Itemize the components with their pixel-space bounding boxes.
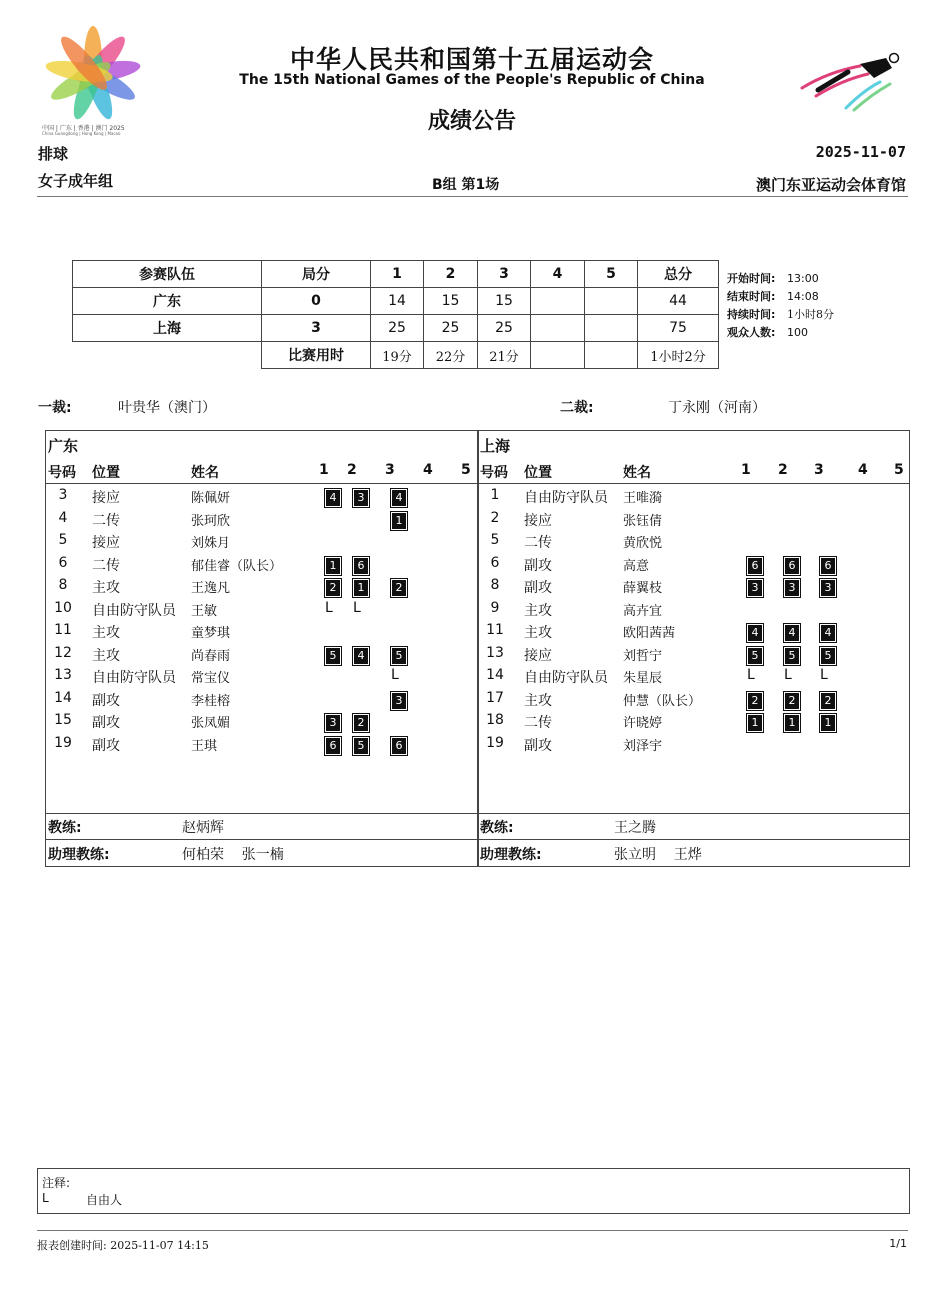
rotation-badge: 3 <box>784 579 800 597</box>
player-position: 接应 <box>524 647 552 664</box>
player-row <box>478 555 909 577</box>
player-position: 主攻 <box>92 580 120 596</box>
rotation-badge: 4 <box>784 624 800 642</box>
player-name: 刘姝月 <box>191 536 231 551</box>
match-info <box>727 270 834 342</box>
player-name: 尚春雨 <box>191 648 231 664</box>
player-name: 高卉宜 <box>623 603 663 619</box>
player-position: 主攻 <box>92 625 120 641</box>
player-position: 自由防守队员 <box>92 670 176 686</box>
match-date: 2025-11-07 <box>815 143 906 161</box>
set-duration: 21分 <box>478 342 531 369</box>
created-time: 2025-11-07 14:15 <box>110 1239 209 1252</box>
coach-name: 王之腾 <box>614 820 656 836</box>
player-position: 副攻 <box>92 715 120 731</box>
assistant-row-shanghai <box>477 840 910 867</box>
set-duration <box>531 342 585 369</box>
player-position: 接应 <box>524 512 552 529</box>
player-name: 高意 <box>623 558 650 574</box>
rotation-badge: 1 <box>353 579 369 597</box>
rotation-badge: 2 <box>747 692 763 710</box>
rotation-badge: 4 <box>353 647 369 665</box>
player-name: 刘哲宁 <box>623 648 663 664</box>
created-label: 报表创建时间: <box>37 1239 107 1252</box>
player-position: 二传 <box>92 512 120 529</box>
player-number: 9 <box>490 599 500 616</box>
player-position: 接应 <box>92 535 120 551</box>
player-position: 接应 <box>92 490 120 506</box>
games-title-en: The 15th National Games of the People's Republic of China <box>239 72 705 88</box>
sets-won: 3 <box>262 315 371 342</box>
rotation-badge: 5 <box>391 647 407 665</box>
player-number: 19 <box>486 734 504 751</box>
header-set-4: 4 <box>531 261 585 288</box>
player-name: 常宝仪 <box>191 671 231 686</box>
assistant-label: 助理教练: <box>480 847 542 863</box>
first-referee-label: 一裁: <box>38 400 72 416</box>
rotation-badge: 1 <box>325 557 341 575</box>
col-header-pos: 位置 <box>524 465 552 481</box>
player-row <box>478 577 909 599</box>
header-set-1: 1 <box>371 261 424 288</box>
player-name: 刘泽宇 <box>623 738 663 754</box>
rotation-badge: 6 <box>820 557 836 575</box>
coach-name: 赵炳辉 <box>182 820 224 836</box>
rotation-badge: 2 <box>820 692 836 710</box>
rotation-badge: 5 <box>820 647 836 665</box>
player-number: 6 <box>58 554 68 571</box>
coach-row-shanghai <box>477 813 910 840</box>
assistant-names: 何柏荣 张一楠 <box>182 847 284 863</box>
player-row <box>46 712 478 734</box>
player-row <box>478 667 909 689</box>
col-header-set-1: 1 <box>741 462 751 478</box>
player-row <box>478 510 909 532</box>
rotation-badge: 4 <box>391 489 407 507</box>
player-row <box>46 577 478 599</box>
rotation-badge: 4 <box>820 624 836 642</box>
score-header-row <box>73 261 719 288</box>
col-header-set-2: 2 <box>347 462 357 478</box>
player-number: 12 <box>54 644 72 661</box>
player-row <box>46 600 478 622</box>
player-position: 自由防守队员 <box>92 602 176 619</box>
rotation-badge: 2 <box>325 579 341 597</box>
player-row <box>46 735 478 757</box>
set-score <box>585 315 638 342</box>
rotation-badge: 6 <box>747 557 763 575</box>
player-row <box>46 622 478 644</box>
player-name: 郁佳睿（队长） <box>191 558 283 574</box>
col-header-pos: 位置 <box>92 465 120 481</box>
rotation-badge: 2 <box>353 714 369 732</box>
player-row <box>478 645 909 667</box>
rotation-badge: 1 <box>820 714 836 732</box>
games-title-cn: 中华人民共和国第十五届运动会 <box>289 45 654 74</box>
header-divider <box>37 196 908 197</box>
set-score <box>531 288 585 315</box>
footer-divider <box>37 1230 908 1231</box>
second-referee: 丁永刚（河南） <box>668 400 766 416</box>
player-name: 王敏 <box>191 603 218 619</box>
roster-shanghai <box>477 430 910 814</box>
rotation-badge: 3 <box>353 489 369 507</box>
player-position: 二传 <box>524 715 552 731</box>
header-set-3: 3 <box>478 261 531 288</box>
player-name: 童梦琪 <box>191 626 231 641</box>
venue-label: 澳门东亚运动会体育馆 <box>755 176 906 194</box>
player-name: 张钰倩 <box>623 513 663 529</box>
rotation-badge: 6 <box>325 737 341 755</box>
set-score: 15 <box>424 288 478 315</box>
set-score: 14 <box>371 288 424 315</box>
assistant-row-guangdong <box>45 840 479 867</box>
col-header-set-5: 5 <box>461 462 471 478</box>
player-position: 副攻 <box>92 737 120 754</box>
player-row <box>46 555 478 577</box>
audience-label: 观众人数: <box>727 326 776 339</box>
player-number: 17 <box>486 689 504 706</box>
duration-value: 1小时8分 <box>787 308 834 321</box>
rotation-badge: 1 <box>784 714 800 732</box>
rotation-badge: 2 <box>391 579 407 597</box>
team-name: 上海 <box>73 315 262 342</box>
player-position: 副攻 <box>92 692 120 709</box>
player-row <box>46 690 478 712</box>
team-title: 上海 <box>480 437 511 455</box>
player-name: 黄欣悦 <box>623 536 663 551</box>
end-label: 结束时间: <box>727 290 776 303</box>
header-total: 总分 <box>638 261 719 288</box>
set-score: 25 <box>371 315 424 342</box>
header-set-2: 2 <box>424 261 478 288</box>
player-name: 王琪 <box>191 738 218 754</box>
header-team: 参赛队伍 <box>73 261 262 288</box>
logo-caption-en: China Guangdong | Hong Kong | Macao <box>42 131 121 136</box>
notes-box <box>37 1168 910 1214</box>
player-number: 19 <box>54 734 72 751</box>
player-name: 陈佩妍 <box>191 491 231 506</box>
rotation-badge: 6 <box>391 737 407 755</box>
score-table <box>72 260 719 369</box>
logo-caption: 中国 | 广东 | 香港 | 澳门 2025 <box>42 125 125 132</box>
player-row <box>478 735 909 757</box>
libero-mark: L <box>391 667 399 683</box>
col-header-num: 号码 <box>480 465 508 481</box>
player-name: 欧阳茜茜 <box>623 626 676 641</box>
player-name: 王唯漪 <box>623 491 663 506</box>
player-number: 14 <box>486 667 504 683</box>
rotation-badge: 2 <box>784 692 800 710</box>
notes-code: L <box>42 1191 49 1205</box>
roster-guangdong <box>45 430 479 814</box>
player-row <box>478 487 909 509</box>
assistant-label: 助理教练: <box>48 847 110 863</box>
report-title: 成绩公告 <box>427 109 516 134</box>
header-sets: 局分 <box>262 261 371 288</box>
set-score: 15 <box>478 288 531 315</box>
player-position: 副攻 <box>524 737 552 754</box>
player-position: 主攻 <box>524 625 552 641</box>
col-header-set-2: 2 <box>778 462 788 478</box>
player-number: 3 <box>58 487 68 503</box>
audience-value: 100 <box>787 326 808 339</box>
first-referee: 叶贵华（澳门） <box>118 400 216 416</box>
player-row <box>46 645 478 667</box>
libero-mark: L <box>784 667 792 683</box>
rotation-badge: 3 <box>391 692 407 710</box>
col-header-set-4: 4 <box>423 462 433 478</box>
total-score: 44 <box>638 288 719 315</box>
start-label: 开始时间: <box>727 272 776 285</box>
player-row <box>478 600 909 622</box>
player-position: 主攻 <box>92 647 120 664</box>
player-position: 自由防守队员 <box>524 670 608 686</box>
header-set-5: 5 <box>585 261 638 288</box>
rotation-badge: 5 <box>325 647 341 665</box>
set-duration <box>585 342 638 369</box>
player-row <box>46 667 478 689</box>
player-name: 仲慧（队长） <box>623 693 702 709</box>
player-number: 5 <box>58 532 68 548</box>
coach-row-guangdong <box>45 813 479 840</box>
libero-mark: L <box>820 667 828 683</box>
rotation-badge: 5 <box>784 647 800 665</box>
roster-header-rule <box>46 483 478 484</box>
player-row <box>46 510 478 532</box>
duration-row <box>73 342 719 369</box>
player-number: 11 <box>486 622 504 638</box>
rotation-badge: 5 <box>353 737 369 755</box>
libero-mark: L <box>747 667 755 683</box>
roster-header-rule <box>478 483 909 484</box>
set-score: 25 <box>478 315 531 342</box>
player-name: 许晓婷 <box>623 716 663 731</box>
player-number: 13 <box>486 644 504 661</box>
player-name: 李桂榕 <box>191 693 231 709</box>
col-header-set-3: 3 <box>385 462 395 478</box>
player-position: 二传 <box>524 535 552 551</box>
player-position: 主攻 <box>524 692 552 709</box>
player-number: 14 <box>54 689 72 706</box>
player-number: 5 <box>490 532 500 548</box>
player-row <box>46 532 478 554</box>
player-number: 10 <box>54 599 72 616</box>
duration-label: 比赛用时 <box>262 342 371 369</box>
rotation-badge: 1 <box>747 714 763 732</box>
player-name: 张凤媚 <box>191 716 231 731</box>
second-referee-label: 二裁: <box>560 400 594 416</box>
player-row <box>478 690 909 712</box>
end-time: 14:08 <box>787 290 819 303</box>
player-number: 6 <box>490 554 500 571</box>
total-duration: 1小时2分 <box>638 342 719 369</box>
score-row-guangdong <box>73 288 719 315</box>
player-name: 朱星辰 <box>623 671 663 686</box>
total-score: 75 <box>638 315 719 342</box>
set-score <box>531 315 585 342</box>
sets-won: 0 <box>262 288 371 315</box>
set-duration: 22分 <box>424 342 478 369</box>
team-name: 广东 <box>73 288 262 315</box>
player-number: 13 <box>54 667 72 683</box>
match-label: B组 第1场 <box>432 177 500 193</box>
rotation-badge: 4 <box>325 489 341 507</box>
rotation-badge: 3 <box>325 714 341 732</box>
coach-label: 教练: <box>48 820 82 836</box>
player-row <box>478 622 909 644</box>
col-header-set-3: 3 <box>814 462 824 478</box>
rotation-badge: 6 <box>784 557 800 575</box>
player-name: 薛翼枝 <box>623 581 663 596</box>
assistant-names: 张立明 王烨 <box>614 847 702 863</box>
player-number: 11 <box>54 622 72 638</box>
rotation-badge: 4 <box>747 624 763 642</box>
rotation-badge: 5 <box>747 647 763 665</box>
team-title: 广东 <box>48 437 79 455</box>
col-header-set-4: 4 <box>858 462 868 478</box>
col-header-name: 姓名 <box>191 465 219 481</box>
col-header-num: 号码 <box>48 465 76 481</box>
sport-label: 排球 <box>38 145 69 163</box>
player-number: 15 <box>54 712 72 728</box>
page-number: 1/1 <box>889 1237 907 1250</box>
player-row <box>46 487 478 509</box>
player-number: 8 <box>490 577 500 593</box>
col-header-set-5: 5 <box>894 462 904 478</box>
rotation-badge: 3 <box>747 579 763 597</box>
rotation-badge: 1 <box>391 512 407 530</box>
rotation-badge: 3 <box>820 579 836 597</box>
category-label: 女子成年组 <box>38 172 114 190</box>
player-position: 主攻 <box>524 602 552 619</box>
player-name: 张珂欣 <box>191 513 231 529</box>
duration-label: 持续时间: <box>727 308 776 321</box>
coach-label: 教练: <box>480 820 514 836</box>
score-row-shanghai <box>73 315 719 342</box>
col-header-set-1: 1 <box>319 462 329 478</box>
player-number: 18 <box>486 712 504 728</box>
start-time: 13:00 <box>787 272 819 285</box>
player-number: 1 <box>490 487 500 503</box>
col-header-name: 姓名 <box>623 465 651 481</box>
player-row <box>478 532 909 554</box>
player-position: 自由防守队员 <box>524 490 608 506</box>
notes-meaning: 自由人 <box>86 1193 123 1207</box>
set-score: 25 <box>424 315 478 342</box>
libero-mark: L <box>353 599 361 616</box>
player-number: 8 <box>58 577 68 593</box>
rotation-badge: 6 <box>353 557 369 575</box>
player-position: 副攻 <box>524 580 552 596</box>
report-created <box>37 1237 209 1253</box>
player-position: 副攻 <box>524 557 552 574</box>
player-position: 二传 <box>92 557 120 574</box>
player-name: 王逸凡 <box>191 581 231 596</box>
set-score <box>585 288 638 315</box>
player-number: 2 <box>490 509 500 526</box>
libero-mark: L <box>325 599 333 616</box>
notes-label: 注释: <box>42 1176 71 1190</box>
player-row <box>478 712 909 734</box>
player-number: 4 <box>58 509 68 526</box>
set-duration: 19分 <box>371 342 424 369</box>
